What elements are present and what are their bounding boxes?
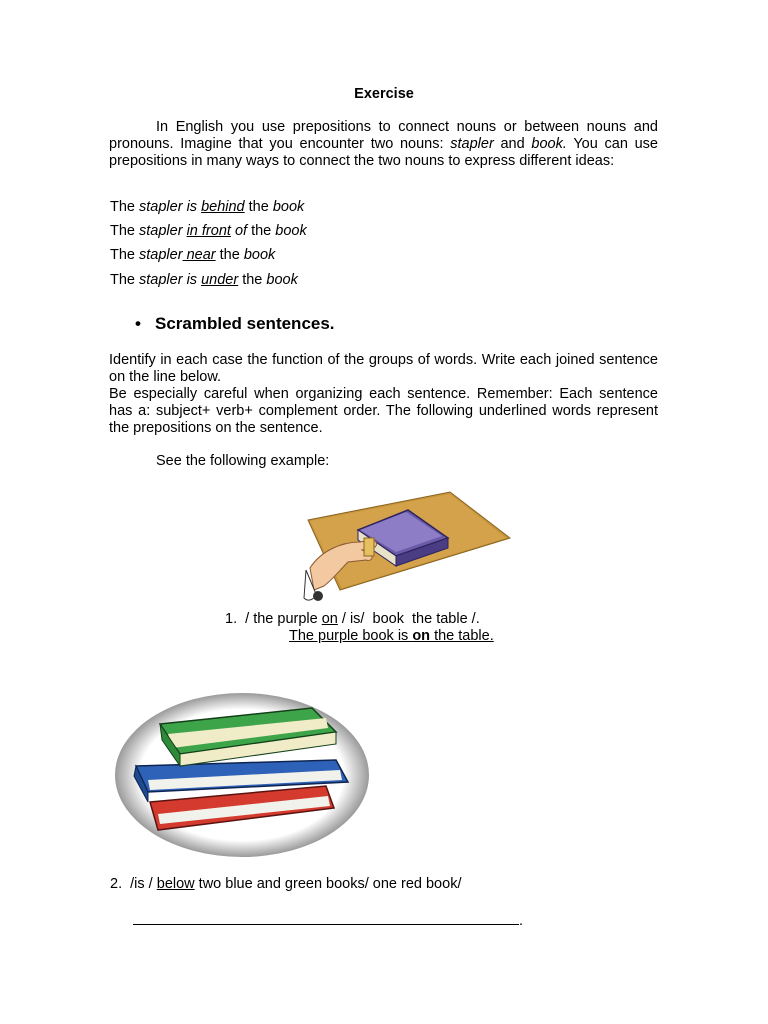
answer-blank-line[interactable] [133,913,525,930]
example-subject: stapler is [139,272,202,288]
page-title: Exercise [354,86,414,102]
book-on-table-illustration [300,490,512,606]
see-example-text: See the following example: [156,453,330,469]
example-the: The [110,199,140,215]
question-number: 2. [110,876,123,892]
intro-paragraph [109,119,658,170]
example-mid: the [215,247,244,263]
example-preposition: under [201,272,239,288]
intro-text: In English you use prepositions to connect nouns or between nouns and pronouns. Imagine that you encounter two nouns: [109,119,658,152]
question-text-end: / is/ book the table /. [337,611,480,627]
question-text: /is / [122,876,157,892]
example-object: book [272,199,305,215]
answer-1 [289,628,494,645]
answer-line-period: . [519,913,524,929]
bullet-icon: • [135,314,141,333]
example-object: book [266,272,298,288]
example-sentence-behind [110,199,304,216]
section-heading [135,315,335,332]
instructions-line-2: Be especially careful when organizing each sentence. Remember: Each sentence has a: subject+ verb+ complement order. The following underlined words represent the prepositions on the sentence. [109,386,658,436]
question-number: 1. [225,611,238,627]
example-object: book [275,223,307,239]
noun-book: book. [531,136,567,152]
answer-text: The purple book is [289,628,413,644]
example-mid: the [247,223,276,239]
example-sentence-in-front [110,223,307,240]
example-sentence-near [110,247,275,264]
answer-text-end: the table. [430,628,494,644]
question-preposition: on [321,611,338,627]
intro-text-2: You can use prepositions in many ways to connect the two nouns to express different ideas: [109,136,658,169]
example-mid: the [244,199,273,215]
example-subject: stapler [139,223,187,239]
example-subject: stapler [139,247,183,263]
answer-preposition: on [412,628,431,644]
example-preposition: near [182,247,216,263]
example-object: book [243,247,276,263]
example-of: of [230,223,248,239]
instructions-paragraph [109,352,658,437]
example-the: The [110,272,140,288]
question-text-end: two blue and green books/ one red book/ [194,876,462,892]
question-2 [110,876,461,893]
question-preposition: below [156,876,195,892]
example-preposition: in front [186,223,231,239]
answer-underline[interactable] [133,914,519,925]
instructions-line-1: Identify in each case the function of the groups of words. Write each joined sentence on the line below. [109,352,658,385]
example-mid: the [238,272,267,288]
example-the: The [110,223,140,239]
question-1 [225,611,480,628]
example-the: The [110,247,140,263]
stacked-books-illustration [112,690,372,860]
question-text: / the purple [237,611,322,627]
intro-and: and [493,136,532,152]
noun-stapler: stapler [450,136,494,152]
example-sentence-under [110,272,298,289]
section-heading-text: Scrambled sentences. [155,314,335,333]
example-preposition: behind [201,199,245,215]
example-subject: stapler is [139,199,202,215]
